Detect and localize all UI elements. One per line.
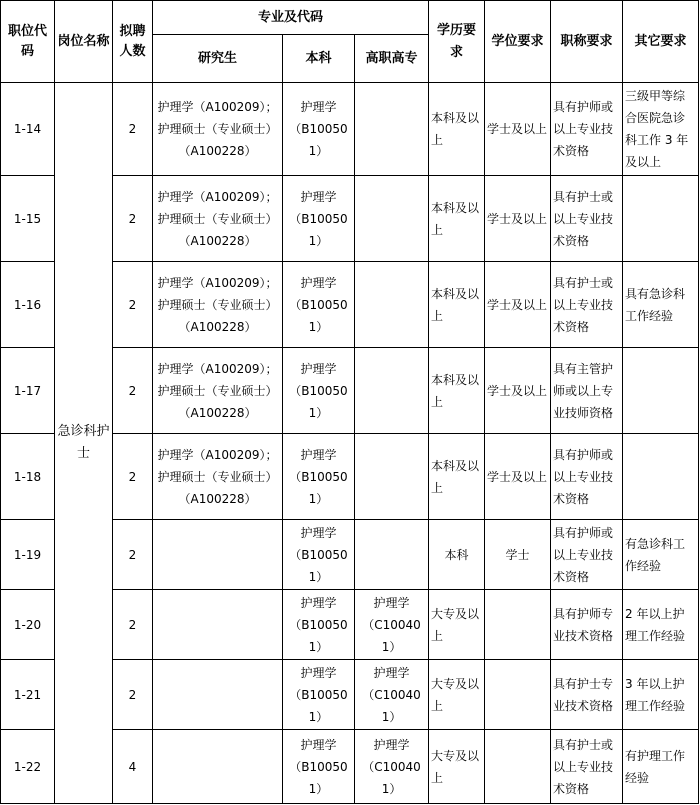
vocational-major-line: 护理学 [373, 665, 410, 680]
education-requirement: 本科及以上 [429, 176, 485, 262]
hire-count: 4 [113, 730, 153, 804]
hire-count: 2 [113, 590, 153, 660]
other-requirement: 有护理工作经验 [623, 730, 699, 804]
hire-count: 2 [113, 262, 153, 348]
degree-requirement [485, 730, 551, 804]
undergrad-major-line: （B100501） [289, 297, 348, 334]
table-body [1, 83, 699, 804]
vocational-major-line: （C100401） [362, 687, 421, 724]
graduate-major-line: 护理学（A100209）； [157, 100, 278, 114]
undergrad-major-line: （B100501） [289, 687, 348, 724]
graduate-major-line: 护理硕士（专业硕士） [157, 122, 278, 136]
graduate-major [153, 262, 283, 348]
graduate-major-line: 护理硕士（专业硕士） [157, 469, 278, 484]
vocational-major-line: （C100401） [362, 617, 421, 654]
degree-requirement [485, 590, 551, 660]
header-title-requirement: 职称要求 [551, 1, 623, 83]
vocational-major [355, 590, 429, 660]
graduate-major-line: 护理学（A100209）； [157, 275, 278, 290]
vocational-major [355, 730, 429, 804]
graduate-major-line: 护理硕士（专业硕士） [157, 297, 278, 312]
undergrad-major-line: （B100501） [289, 383, 348, 420]
education-requirement: 本科 [429, 520, 485, 590]
hire-count: 2 [113, 83, 153, 176]
position-code: 1-16 [1, 262, 55, 348]
position-code: 1-21 [1, 660, 55, 730]
header-undergrad: 本科 [283, 35, 355, 83]
graduate-major-line: （A100228） [178, 491, 257, 506]
table-row [1, 83, 699, 176]
hire-count: 2 [113, 176, 153, 262]
graduate-major-line: 护理硕士（专业硕士） [157, 211, 278, 226]
header-post-name: 岗位名称 [55, 1, 113, 83]
undergrad-major-line: 护理学 [300, 525, 337, 540]
title-requirement: 具有护师专业技术资格 [551, 590, 623, 660]
vocational-major-line: 护理学 [373, 595, 410, 610]
vocational-major [355, 434, 429, 520]
undergrad-major [283, 660, 355, 730]
title-requirement: 具有护士专业技术资格 [551, 660, 623, 730]
undergrad-major [283, 83, 355, 176]
undergrad-major-line: 护理学 [300, 737, 337, 752]
position-code: 1-14 [1, 83, 55, 176]
graduate-major [153, 176, 283, 262]
vocational-major [355, 660, 429, 730]
education-requirement: 大专及以上 [429, 730, 485, 804]
graduate-major-line: 护理学（A100209）； [157, 361, 278, 376]
title-requirement: 具有护士或以上专业技术资格 [551, 176, 623, 262]
undergrad-major-line: （B100501） [289, 759, 348, 796]
undergrad-major [283, 590, 355, 660]
hire-count: 2 [113, 520, 153, 590]
degree-requirement: 学士 [485, 520, 551, 590]
education-requirement: 大专及以上 [429, 590, 485, 660]
hire-count: 2 [113, 348, 153, 434]
vocational-major [355, 262, 429, 348]
position-code: 1-18 [1, 434, 55, 520]
graduate-major-line: （A100228） [178, 405, 257, 420]
other-requirement: 三级甲等综合医院急诊科工作 3 年及以上 [623, 83, 699, 176]
hire-count: 2 [113, 660, 153, 730]
title-requirement: 具有护士或以上专业技术资格 [551, 730, 623, 804]
position-code: 1-15 [1, 176, 55, 262]
undergrad-major-line: 护理学 [300, 665, 337, 680]
graduate-major [153, 730, 283, 804]
other-requirement: 2 年以上护理工作经验 [623, 590, 699, 660]
header-degree: 学位要求 [485, 1, 551, 83]
post-name: 急诊科护士 [55, 83, 113, 804]
undergrad-major-line: 护理学 [300, 100, 337, 114]
undergrad-major-line: 护理学 [300, 595, 337, 610]
header-other-requirement: 其它要求 [623, 1, 699, 83]
vocational-major [355, 176, 429, 262]
graduate-major [153, 434, 283, 520]
position-code: 1-22 [1, 730, 55, 804]
undergrad-major [283, 176, 355, 262]
degree-requirement: 学士及以上 [485, 262, 551, 348]
education-requirement: 本科及以上 [429, 262, 485, 348]
position-code: 1-20 [1, 590, 55, 660]
title-requirement: 具有护师或以上专业技术资格 [551, 83, 623, 176]
education-requirement: 本科及以上 [429, 434, 485, 520]
other-requirement [623, 434, 699, 520]
undergrad-major [283, 262, 355, 348]
graduate-major-line: （A100228） [178, 319, 257, 334]
vocational-major [355, 83, 429, 176]
undergrad-major-line: 护理学 [300, 275, 337, 290]
undergrad-major-line: （B100501） [289, 122, 348, 158]
other-requirement: 具有急诊科工作经验 [623, 262, 699, 348]
vocational-major [355, 520, 429, 590]
education-requirement: 本科及以上 [429, 83, 485, 176]
graduate-major-line: 护理硕士（专业硕士） [157, 383, 278, 398]
graduate-major-line: 护理学（A100209）； [157, 189, 278, 204]
position-code: 1-17 [1, 348, 55, 434]
undergrad-major [283, 730, 355, 804]
header-major-group: 专业及代码 [153, 1, 429, 35]
header-vocational: 高职高专 [355, 35, 429, 83]
other-requirement: 有急诊科工作经验 [623, 520, 699, 590]
undergrad-major [283, 520, 355, 590]
undergrad-major-line: （B100501） [289, 211, 348, 248]
header-code: 职位代码 [1, 1, 55, 83]
vocational-major-line: （C100401） [362, 759, 421, 796]
degree-requirement: 学士及以上 [485, 83, 551, 176]
graduate-major [153, 660, 283, 730]
header-graduate: 研究生 [153, 35, 283, 83]
title-requirement: 具有主管护师或以上专业技师资格 [551, 348, 623, 434]
degree-requirement: 学士及以上 [485, 176, 551, 262]
title-requirement: 具有护师或以上专业技术资格 [551, 434, 623, 520]
graduate-major [153, 590, 283, 660]
header-education: 学历要求 [429, 1, 485, 83]
vocational-major [355, 348, 429, 434]
other-requirement [623, 176, 699, 262]
title-requirement: 具有护士或以上专业技术资格 [551, 262, 623, 348]
graduate-major [153, 83, 283, 176]
degree-requirement: 学士及以上 [485, 348, 551, 434]
education-requirement: 大专及以上 [429, 660, 485, 730]
graduate-major [153, 348, 283, 434]
education-requirement: 本科及以上 [429, 348, 485, 434]
graduate-major-line: （A100228） [178, 144, 257, 158]
header-count: 拟聘人数 [113, 1, 153, 83]
vocational-major-line: 护理学 [373, 737, 410, 752]
undergrad-major-line: （B100501） [289, 469, 348, 506]
graduate-major [153, 520, 283, 590]
undergrad-major-line: （B100501） [289, 547, 348, 584]
undergrad-major [283, 434, 355, 520]
other-requirement: 3 年以上护理工作经验 [623, 660, 699, 730]
other-requirement [623, 348, 699, 434]
undergrad-major-line: （B100501） [289, 617, 348, 654]
hire-count: 2 [113, 434, 153, 520]
undergrad-major-line: 护理学 [300, 361, 337, 376]
undergrad-major-line: 护理学 [300, 189, 337, 204]
undergrad-major [283, 348, 355, 434]
degree-requirement: 学士及以上 [485, 434, 551, 520]
graduate-major-line: 护理学（A100209）； [157, 447, 278, 462]
graduate-major-line: （A100228） [178, 233, 257, 248]
title-requirement: 具有护师或以上专业技术资格 [551, 520, 623, 590]
position-code: 1-19 [1, 520, 55, 590]
undergrad-major-line: 护理学 [300, 447, 337, 462]
degree-requirement [485, 660, 551, 730]
